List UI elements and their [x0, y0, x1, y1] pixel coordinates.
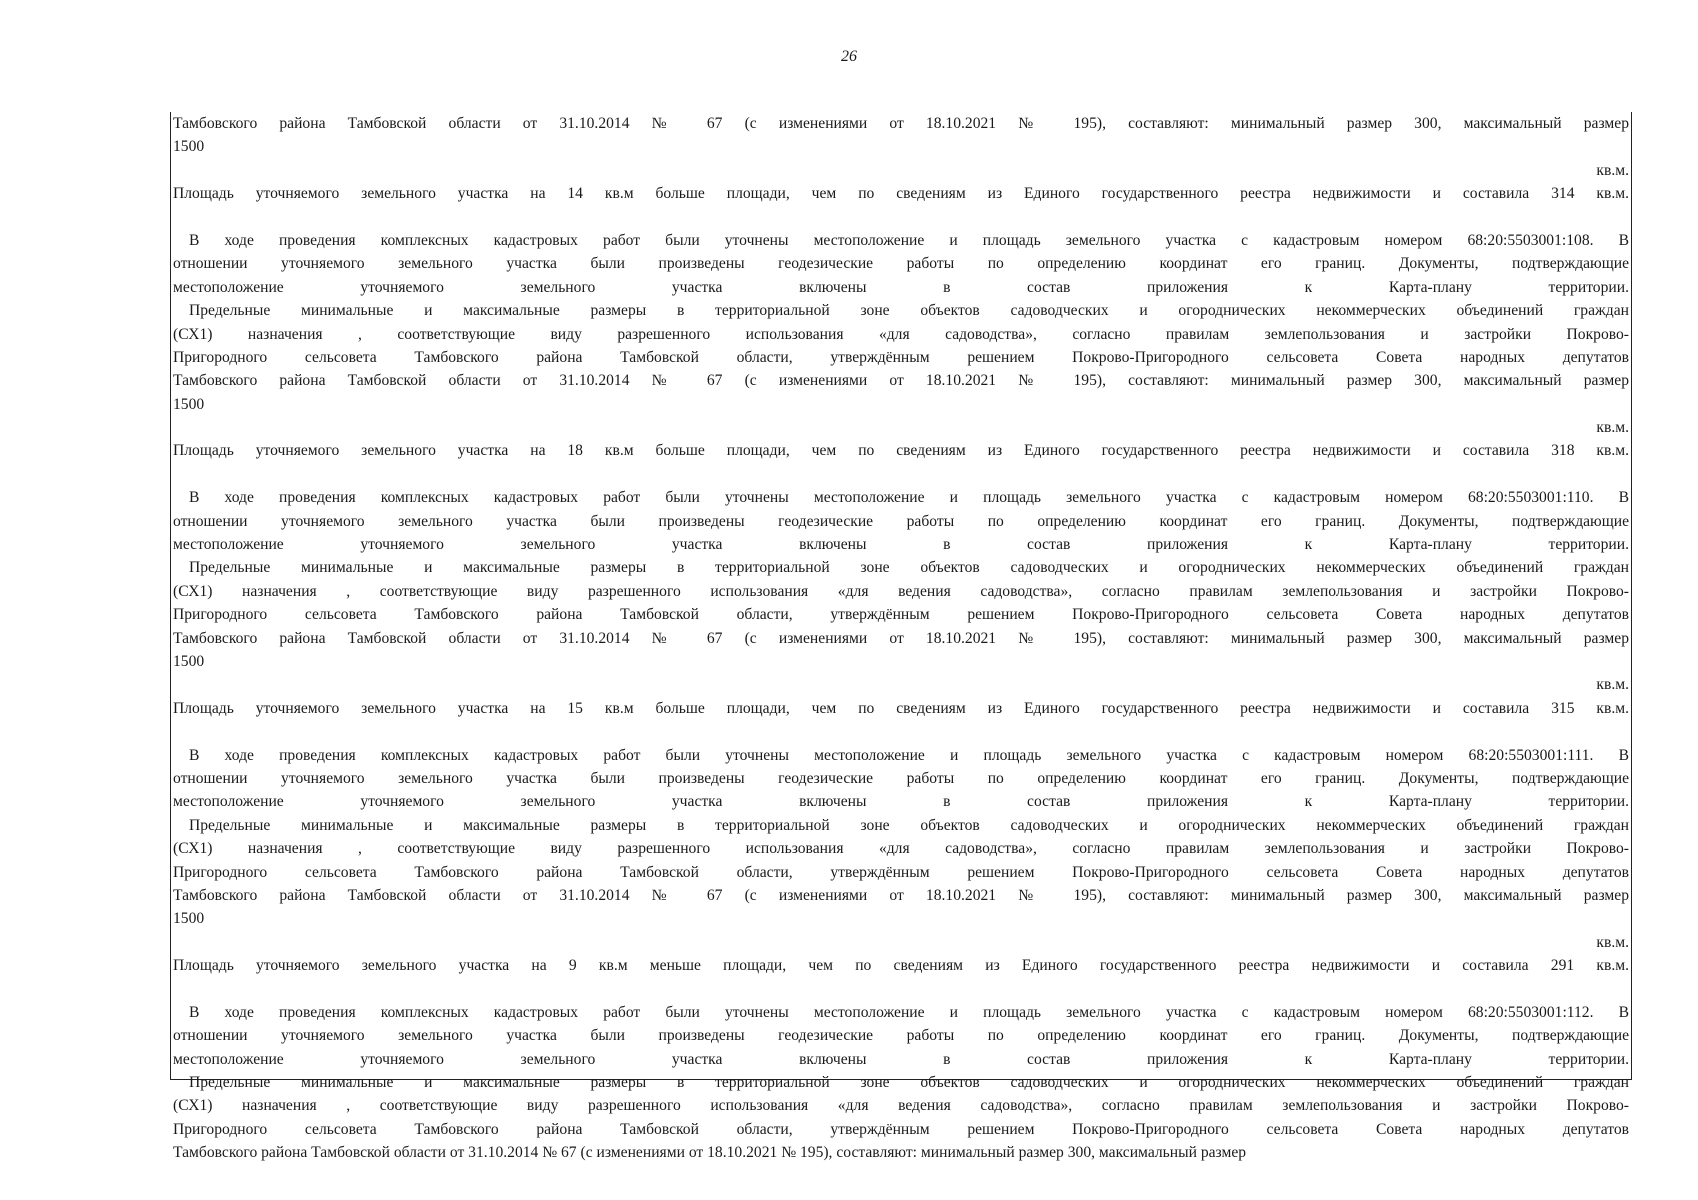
- blank-line: [171, 977, 1631, 1000]
- text-line: Предельные минимальные и максимальные размеры в территориальной зоне объектов садоводческих и огороднических некоммерческих объединений граждан: [189, 816, 1629, 834]
- text-line: кв.м.: [1596, 419, 1629, 437]
- text-line: Тамбовского района Тамбовской области от 31.10.2014 № 67 (с изменениями от 18.10.2021 № 195), составляют: минимальный размер 300, максимальный размер: [173, 1144, 1247, 1162]
- text-line: Площадь уточняемого земельного участка на 15 кв.м больше площади, чем по сведениям из Единого государственного реестра недвижимости и составила 315 кв.м.: [173, 699, 1629, 717]
- text-line: кв.м.: [1596, 933, 1629, 951]
- text-line: Площадь уточняемого земельного участка на 18 кв.м больше площади, чем по сведениям из Единого государственного реестра недвижимости и составила 318 кв.м.: [173, 442, 1629, 460]
- blank-line: [171, 463, 1631, 486]
- text-line: отношении уточняемого земельного участка были произведены геодезические работы по определению координат его границ. Документы, подтверждающие: [173, 769, 1629, 787]
- text-line: кв.м.: [1596, 161, 1629, 179]
- text-line: (СХ1) назначения , соответствующие виду разрешенного использования «для садоводства», согласно правилам землепользования и застройки Покрово-: [173, 325, 1629, 343]
- text-line: 1500: [173, 138, 205, 156]
- text-line: Пригородного сельсовета Тамбовского района Тамбовской области, утверждённым решением Покрово-Пригородного сельсовета Совета народных депутатов: [173, 863, 1629, 881]
- document-text-frame: [170, 112, 1632, 1162]
- text-line: (СХ1) назначения , соответствующие виду разрешенного использования «для ведения садоводства», согласно правилам землепользования и застройки Покрово-: [173, 582, 1629, 600]
- text-line: Тамбовского района Тамбовской области от 31.10.2014 № 67 (с изменениями от 18.10.2021 № 195), составляют: минимальный размер 300, максимальный размер: [173, 629, 1629, 647]
- text-line: отношении уточняемого земельного участка были произведены геодезические работы по определению координат его границ. Документы, подтверждающие: [173, 1027, 1629, 1045]
- text-line: 1500: [173, 652, 205, 670]
- text-line: (СХ1) назначения , соответствующие виду разрешенного использования «для садоводства», согласно правилам землепользования и застройки Покрово-: [173, 840, 1629, 858]
- text-line: В ходе проведения комплексных кадастровых работ были уточнены местоположение и площадь земельного участка с кадастровым номером 68:20:5503001:108. В: [189, 231, 1629, 249]
- text-line: Площадь уточняемого земельного участка на 9 кв.м меньше площади, чем по сведениям из Единого государственного реестра недвижимости и составила 291 кв.м.: [173, 957, 1629, 975]
- page-number: 26: [841, 48, 857, 65]
- text-line: отношении уточняемого земельного участка были произведены геодезические работы по определению координат его границ. Документы, подтверждающие: [173, 512, 1629, 530]
- text-line: 1500: [173, 910, 205, 928]
- text-line: 1500: [173, 395, 205, 413]
- text-line: В ходе проведения комплексных кадастровых работ были уточнены местоположение и площадь земельного участка с кадастровым номером 68:20:5503001:112. В: [189, 1003, 1629, 1021]
- text-line: В ходе проведения комплексных кадастровых работ были уточнены местоположение и площадь земельного участка с кадастровым номером 68:20:5503001:110. В: [189, 489, 1629, 507]
- text-line: отношении уточняемого земельного участка были произведены геодезические работы по определению координат его границ. Документы, подтверждающие: [173, 255, 1629, 273]
- text-line: местоположение уточняемого земельного участка включены в состав приложения к Карта-плану территории.: [173, 278, 1629, 296]
- text-line: местоположение уточняемого земельного участка включены в состав приложения к Карта-плану территории.: [173, 1050, 1629, 1068]
- blank-line: [171, 206, 1631, 229]
- blank-line: [171, 720, 1631, 743]
- text-line: Тамбовского района Тамбовской области от 31.10.2014 № 67 (с изменениями от 18.10.2021 № 195), составляют: минимальный размер 300, максимальный размер: [173, 115, 1629, 132]
- text-line: местоположение уточняемого земельного участка включены в состав приложения к Карта-плану территории.: [173, 793, 1629, 811]
- text-line: Пригородного сельсовета Тамбовского района Тамбовской области, утверждённым решением Покрово-Пригородного сельсовета Совета народных депутатов: [173, 1120, 1629, 1138]
- text-line: (СХ1) назначения , соответствующие виду разрешенного использования «для ведения садоводства», согласно правилам землепользования и застройки Покрово-: [173, 1097, 1629, 1115]
- text-line: Предельные минимальные и максимальные размеры в территориальной зоне объектов садоводческих и огороднических некоммерческих объединений граждан: [189, 302, 1629, 320]
- text-line: Предельные минимальные и максимальные размеры в территориальной зоне объектов садоводческих и огороднических некоммерческих объединений граждан: [189, 1074, 1629, 1092]
- text-line: В ходе проведения комплексных кадастровых работ были уточнены местоположение и площадь земельного участка с кадастровым номером 68:20:5503001:111. В: [189, 746, 1629, 764]
- text-line: местоположение уточняемого земельного участка включены в состав приложения к Карта-плану территории.: [173, 536, 1629, 554]
- text-line: кв.м.: [1596, 676, 1629, 694]
- text-line: Пригородного сельсовета Тамбовского района Тамбовской области, утверждённым решением Покрово-Пригородного сельсовета Совета народных депутатов: [173, 606, 1629, 624]
- text-line: Предельные минимальные и максимальные размеры в территориальной зоне объектов садоводческих и огороднических некоммерческих объединений граждан: [189, 559, 1629, 577]
- text-line: Тамбовского района Тамбовской области от 31.10.2014 № 67 (с изменениями от 18.10.2021 № 195), составляют: минимальный размер 300, максимальный размер: [173, 372, 1629, 390]
- text-line: Тамбовского района Тамбовской области от 31.10.2014 № 67 (с изменениями от 18.10.2021 № 195), составляют: минимальный размер 300, максимальный размер: [173, 886, 1629, 904]
- text-line: Пригородного сельсовета Тамбовского района Тамбовской области, утверждённым решением Покрово-Пригородного сельсовета Совета народных депутатов: [173, 348, 1629, 366]
- text-line: Площадь уточняемого земельного участка на 14 кв.м больше площади, чем по сведениям из Единого государственного реестра недвижимости и составила 314 кв.м.: [173, 185, 1629, 203]
